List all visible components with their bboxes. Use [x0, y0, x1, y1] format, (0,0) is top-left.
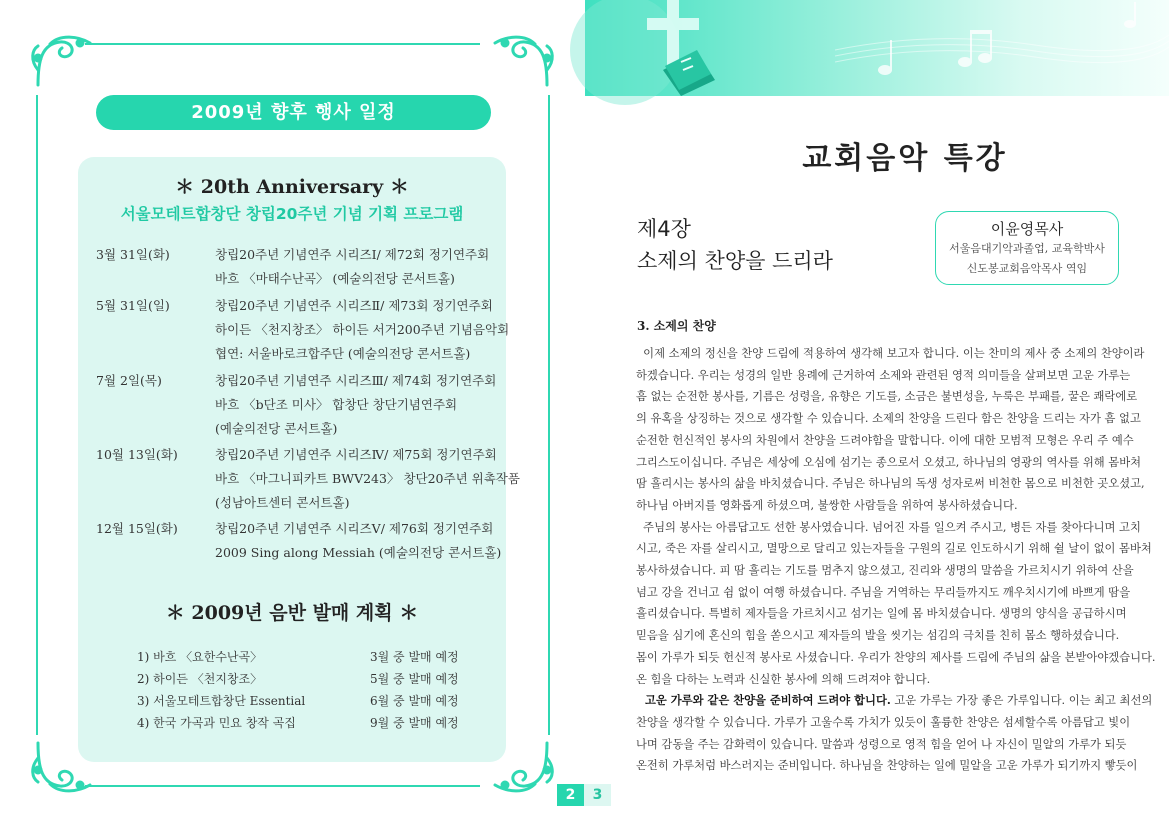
event-line: 2009 Sing along Messiah (예술의전당 콘서트홀) — [215, 545, 502, 560]
author-credential: 신도봉교회음악목사 역임 — [966, 262, 1088, 275]
body-line: 믿음을 심기에 혼신의 힘을 쏟으시고 제자들의 발을 씻기는 섬김의 극치를 친히 몸소 행하셨습니다. — [636, 629, 1120, 643]
body-line: 순전한 헌신적인 봉사의 차원에서 찬양을 드려야함을 말합니다. 이에 대한 모범적 모형은 우리 주 예수 — [636, 433, 1134, 447]
page-title: 교회음악 특강 — [802, 141, 1008, 176]
event-line: (예술의전당 콘서트홀) — [215, 421, 338, 436]
body-line: 나며 감동을 주는 감화력이 있습니다. 말씀과 성령으로 영적 힘을 얻어 나 자신이 밀알의 가루가 되듯 — [636, 737, 1127, 751]
album-release: 6월 중 발매 예정 — [370, 694, 459, 708]
right-page — [585, 0, 1169, 827]
album-name: 3) 서울모테트합창단 Essential — [137, 694, 306, 708]
page-number-right: 3 — [584, 784, 611, 806]
frame-border-right — [548, 95, 550, 735]
event-line: (성남아트센터 콘서트홀) — [215, 495, 350, 510]
album-heading: ＊ 2009년 음반 발매 계획 ＊ — [165, 602, 419, 624]
author-name: 이윤영목사 — [990, 220, 1064, 238]
bold-lead-text: 고운 가루와 같은 찬양을 준비하여 드려야 합니다. — [645, 693, 891, 708]
body-line-lead — [636, 690, 1153, 712]
frame-border-bottom — [85, 785, 480, 787]
body-line: 흠 없는 순전한 봉사를, 기름은 성령을, 유향은 기도를, 소금은 불변성을, 누룩은 부패를, 꿀은 쾌락에로 — [636, 390, 1138, 404]
section-heading: 3. 소제의 찬양 — [637, 319, 716, 333]
author-box — [935, 211, 1119, 285]
body-line: 하겠습니다. 우리는 성경의 일반 용례에 근거하여 소제와 관련된 영적 의미들을 살펴보면 고운 가루는 — [636, 368, 1131, 382]
music-note-icon — [878, 2, 1136, 75]
event-line: 바흐 〈b단조 미사〉 합창단 창단기념연주회 — [215, 397, 458, 412]
body-line: 봉사하셨습니다. 피 땀 흘리는 기도를 멈추지 않으셨고, 진리와 생명의 말씀을 가르치시기 위하여 산을 — [636, 564, 1134, 578]
event-line: 창립20주년 기념연주 시리즈Ⅰ/ 제72회 정기연주회 — [215, 247, 490, 262]
event-line: 창립20주년 기념연주 시리즈Ⅲ/ 제74회 정기연주회 — [215, 373, 497, 388]
event-description — [215, 369, 515, 441]
event-line: 바흐 〈마태수난곡〉 (예술의전당 콘서트홀) — [215, 271, 455, 286]
anniversary-heading: ＊ 20th Anniversary ＊ — [175, 176, 409, 198]
album-name: 2) 하이든 〈천지창조〉 — [137, 672, 263, 686]
album-release: 5월 중 발매 예정 — [370, 672, 459, 686]
body-line: 그리스도이십니다. 주님은 세상에 오심에 섬기는 종으로서 오셨고, 하나님의 영광의 역사를 위해 몸바쳐 — [636, 455, 1142, 469]
album-name: 1) 바흐 〈요한수난곡〉 — [137, 650, 263, 664]
event-description — [215, 517, 515, 565]
album-name: 4) 한국 가곡과 민요 창작 곡집 — [137, 716, 296, 730]
frame-border-top — [85, 43, 480, 45]
album-release: 9월 중 발매 예정 — [370, 716, 459, 730]
body-line: 땀 흘리시는 봉사의 삶을 바치셨습니다. 주님은 하나님의 독생 성자로써 비천한 몸으로 비천한 곳오셨고, — [636, 477, 1145, 491]
chapter-title: 소제의 찬양을 드리라 — [637, 249, 833, 273]
banner-artwork — [585, 0, 1169, 96]
ornament-corner-icon — [485, 30, 555, 90]
event-line: 창립20주년 기념연주 시리즈Ⅱ/ 제73회 정기연주회 — [215, 298, 493, 313]
header-banner — [585, 0, 1169, 96]
body-line: 이제 소제의 정신을 찬양 드림에 적용하여 생각해 보고자 합니다. 이는 찬미의 제사 중 소제의 찬양이라 — [636, 347, 1145, 360]
body-line: 주님의 봉사는 아름답고도 선한 봉사였습니다. 넘어진 자를 일으켜 주시고, 병든 자를 찾아다니며 고치 — [636, 520, 1141, 534]
ornament-corner-icon — [30, 30, 100, 90]
body-line: 넘고 강을 건너고 쉼 없이 여행 하셨습니다. 주님을 거역하는 무리들까지도 깨우치시기에 바쁘게 땀을 — [636, 585, 1131, 599]
chapter-heading — [637, 213, 833, 277]
event-date: 5월 31일(일) — [96, 298, 170, 313]
event-line: 창립20주년 기념연주 시리즈Ⅴ/ 제76회 정기연주회 — [215, 521, 494, 536]
event-date: 7월 2일(목) — [96, 373, 162, 388]
body-line: 온전히 가루처럼 바스러지는 준비입니다. 하나님을 찬양하는 일에 밀알을 고운 가루가 되기까지 빻듯이 — [636, 759, 1138, 773]
body-line: 시고, 죽은 자를 살리시고, 멸망으로 달리고 있는자들을 구원의 길로 인도하시기 위해 쉴 날이 없이 몸바쳐 — [636, 542, 1152, 556]
event-description — [215, 443, 520, 515]
body-line: 의 유혹을 상징하는 것으로 생각할 수 있습니다. 소제의 찬양을 드린다 함은 찬양을 드리는 자가 흠 없고 — [636, 412, 1141, 426]
body-line: 하나님 아버지를 영화롭게 하셨으며, 불쌍한 사람들을 위하여 봉사하셨습니다. — [636, 498, 1018, 512]
event-description — [215, 243, 515, 291]
schedule-title-banner: 2009년 향후 행사 일정 — [96, 95, 491, 130]
chapter-number: 제4장 — [637, 217, 691, 241]
body-line: 몸이 가루가 되듯 헌신적 봉사로 사셨습니다. 우리가 찬양의 제사를 드림에 주님의 삶을 본받아야겠습니다. — [636, 650, 1156, 664]
page-number-left: 2 — [557, 784, 584, 806]
event-date: 12월 15일(화) — [96, 521, 178, 536]
article-body — [636, 343, 1156, 777]
frame-border-left — [36, 95, 38, 735]
author-credential: 서울음대기악과졸업, 교육학박사 — [949, 242, 1105, 255]
event-line: 바흐 〈마그니피카트 BWV243〉 창단20주년 위촉작품 — [215, 471, 520, 486]
event-date: 10월 13일(화) — [96, 447, 178, 462]
body-line: 찬양을 생각할 수 있습니다. 가루가 고울수록 가치가 있듯이 훌륭한 찬양은 섬세할수록 아름답고 빛이 — [636, 715, 1131, 729]
body-line: 흘리셨습니다. 특별히 제자들을 가르치시고 섬기는 일에 몸 바치셨습니다. 생명의 양식을 공급하시며 — [636, 607, 1127, 621]
anniversary-subtitle: 서울모테트합창단 창립20주년 기념 기획 프로그램 — [120, 205, 464, 223]
event-line: 하이든 〈천지창조〉 하이든 서거200주년 기념음악회 — [215, 322, 510, 337]
event-line: 창립20주년 기념연주 시리즈Ⅳ/ 제75회 정기연주회 — [215, 447, 497, 462]
lead-rest-text: 고운 가루는 가장 좋은 가루입니다. 이는 최고 최선의 — [890, 694, 1153, 708]
event-date: 3월 31일(화) — [96, 247, 170, 262]
event-description — [215, 294, 515, 366]
album-release: 3월 중 발매 예정 — [370, 650, 459, 664]
event-line: 협연: 서울바로크합주단 (예술의전당 콘서트홀) — [215, 346, 471, 361]
body-line: 온 힘을 다하는 노력과 신실한 봉사에 의해 드려져야 합니다. — [636, 672, 931, 686]
